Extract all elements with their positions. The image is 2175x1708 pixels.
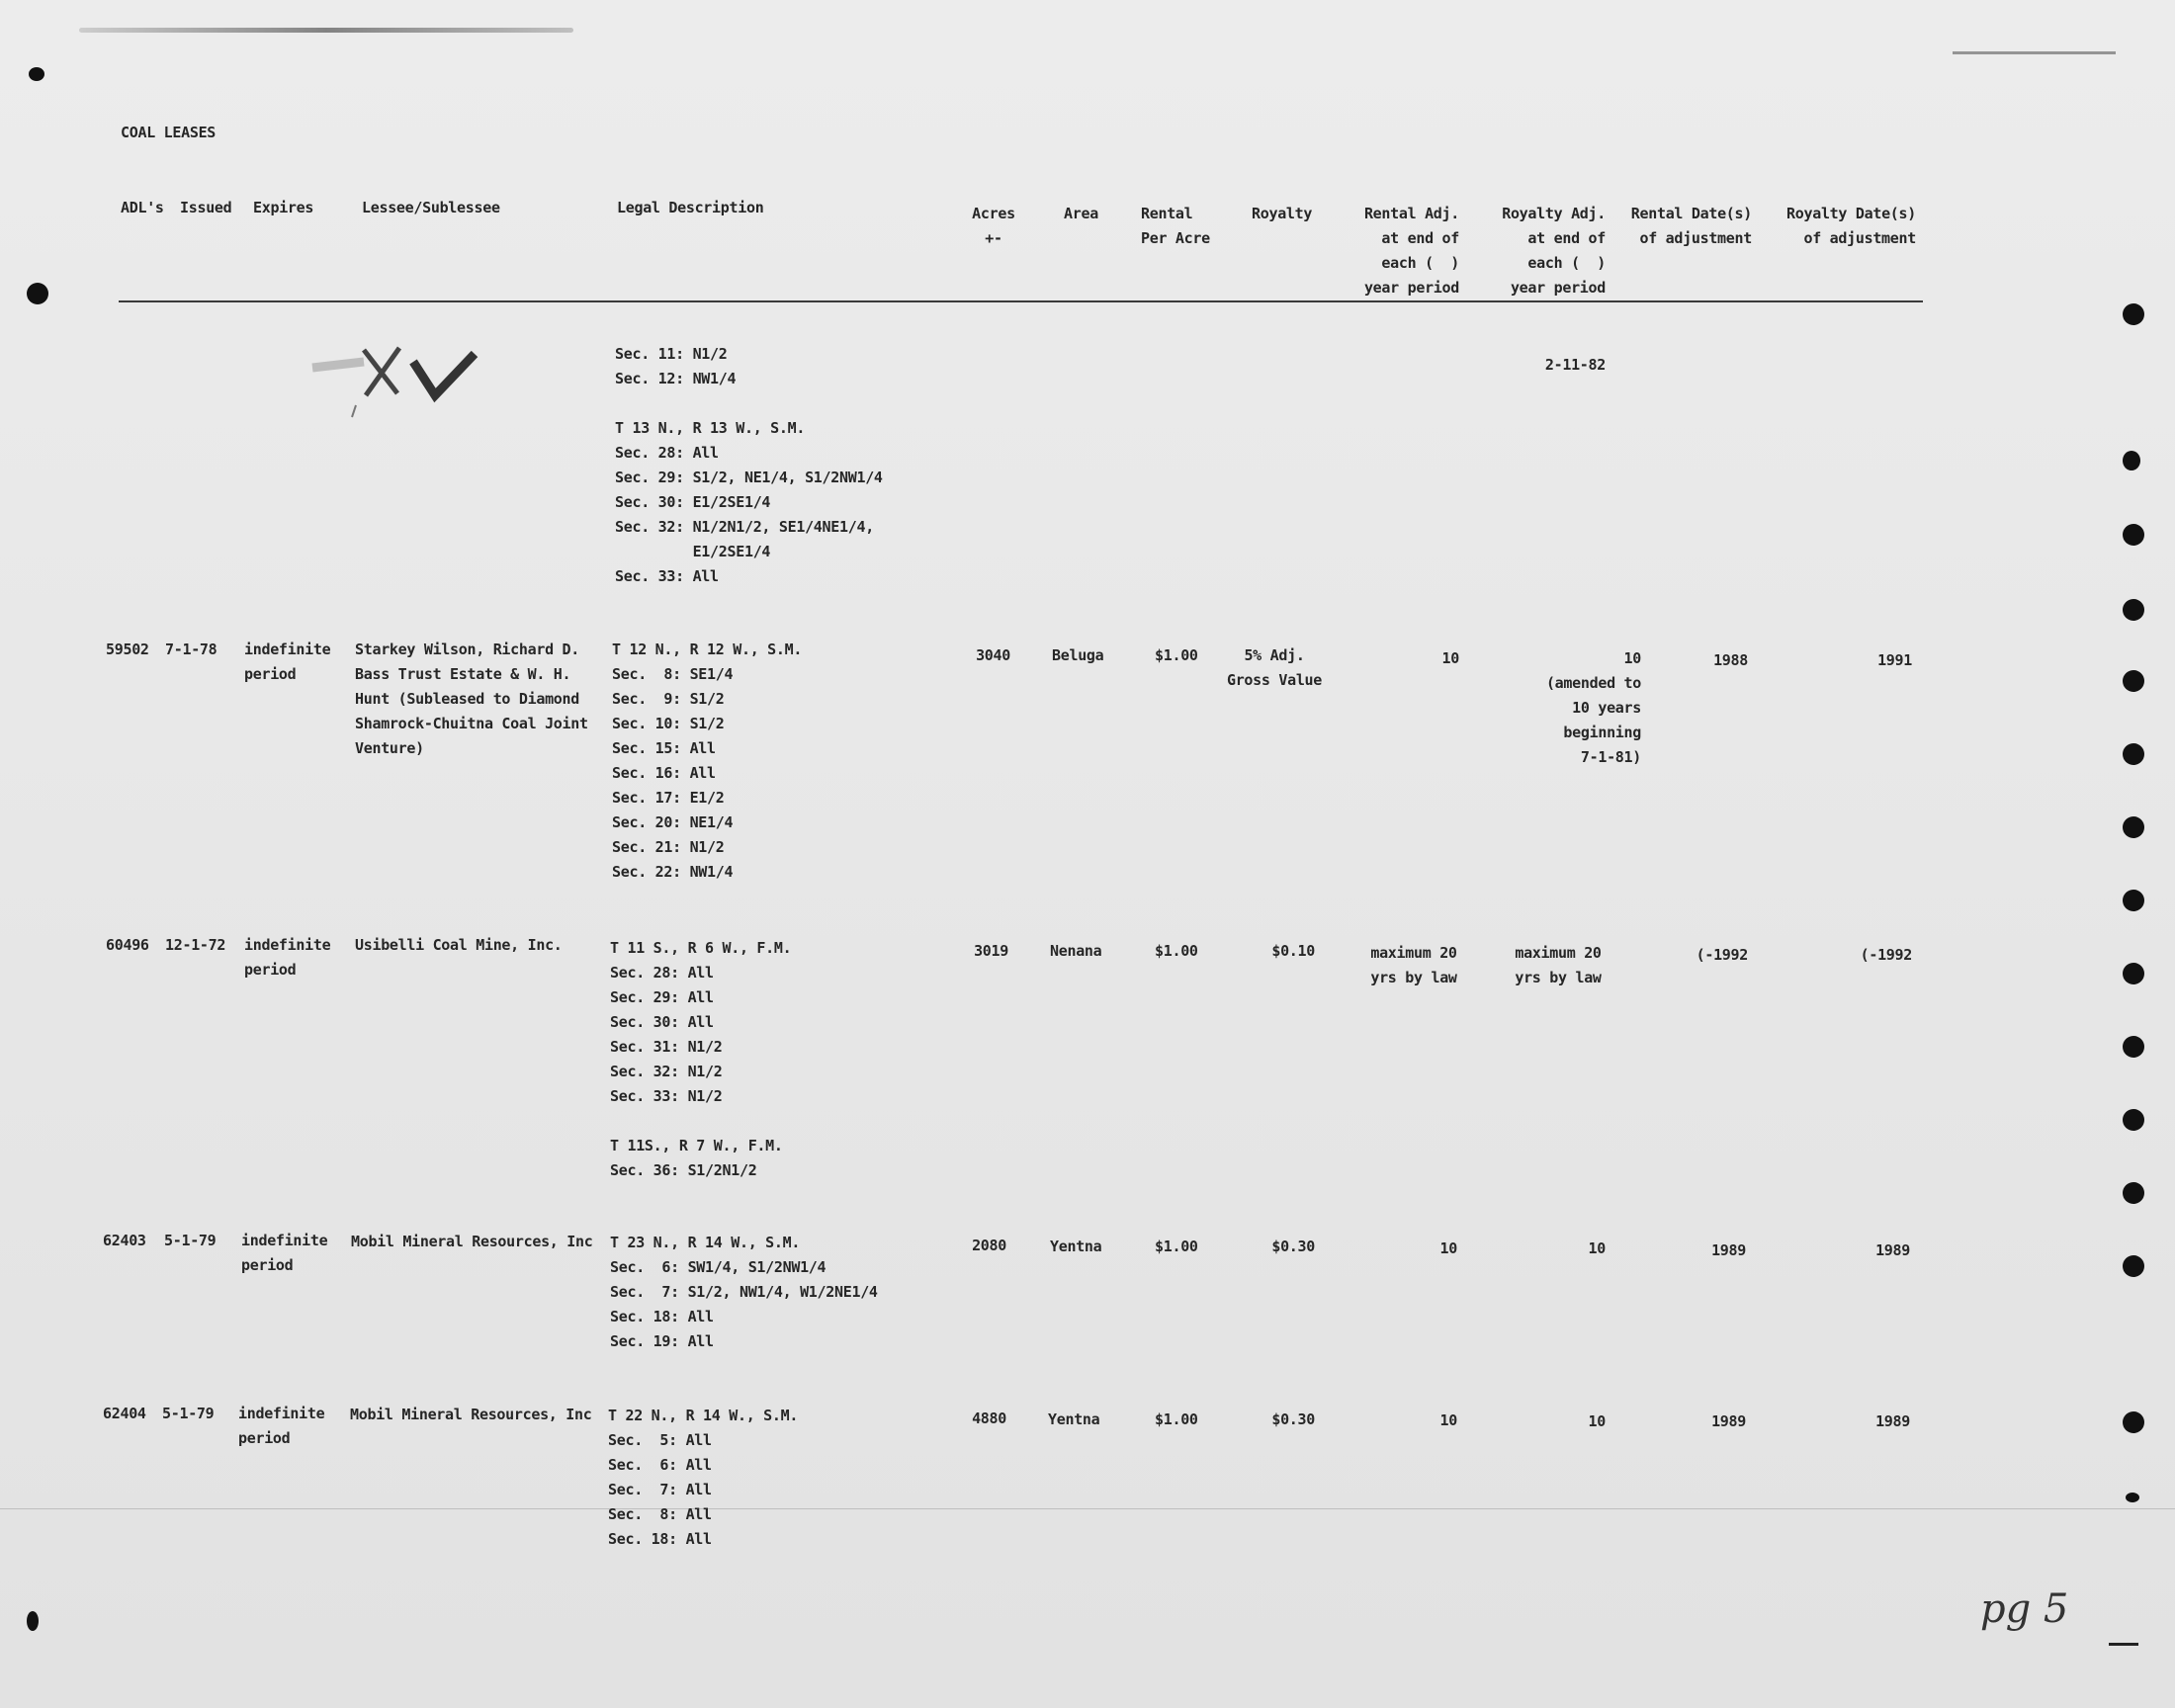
binder-hole-icon [2123, 890, 2144, 911]
lease-royalty-adj: 10 [1588, 1239, 1606, 1257]
col-header-issued: Issued [180, 199, 232, 216]
col-header-rental-adj: Rental Adj. at end of each ( ) year period [1363, 205, 1459, 297]
lease-area: Yentna [1048, 1410, 1100, 1428]
lease-adl: 62404 [103, 1405, 146, 1422]
lease-adl: 62403 [103, 1232, 146, 1249]
lease-area: Beluga [1052, 646, 1104, 664]
binder-hole-icon [2123, 599, 2144, 621]
col-header-rental: Rental Per Acre [1141, 205, 1210, 247]
lease-lessee: Usibelli Coal Mine, Inc. [355, 936, 563, 954]
binder-hole-icon [2123, 1182, 2144, 1204]
col-header-royalty-adj: Royalty Adj. at end of each ( ) year period [1502, 205, 1606, 297]
lease-expires: indefinite period [238, 1405, 325, 1447]
lease-area: Yentna [1050, 1238, 1102, 1255]
scan-smudge [79, 28, 573, 33]
lease-royalty-dates: 1989 [1875, 1412, 1910, 1430]
binder-hole-icon [2123, 963, 2144, 984]
continuation-legal: Sec. 11: N1/2 Sec. 12: NW1/4 T 13 N., R 13 W., S.M. Sec. 28: All Sec. 29: S1/2, NE1/4, S1/2NW1/4 Sec. 30: E1/2SE1/4 Sec. 32: N1/2N1/2, SE1/4NE1/4, E1/2SE1/4 Sec. 33: All [615, 345, 883, 585]
binder-hole-icon [2123, 670, 2144, 692]
lease-rental-adj: 10 [1439, 1411, 1457, 1429]
binder-hole-icon [2123, 1411, 2144, 1433]
lease-royalty-dates: 1989 [1875, 1241, 1910, 1259]
binder-hole-icon [2123, 743, 2144, 765]
binder-hole-icon [2123, 1109, 2144, 1131]
lease-issued: 5-1-79 [164, 1232, 217, 1249]
lease-royalty: 5% Adj. Gross Value [1226, 646, 1323, 689]
lease-expires: indefinite period [241, 1232, 328, 1274]
lease-lessee: Mobil Mineral Resources, Inc [350, 1406, 592, 1423]
handwritten-page-mark: pg 5 [1980, 1586, 2069, 1632]
col-header-acres: Acres +- [972, 205, 1015, 247]
col-header-lessee: Lessee/Sublessee [362, 199, 500, 216]
header-rule [119, 300, 1923, 302]
col-header-royalty-dates: Royalty Date(s) of adjustment [1786, 205, 1916, 247]
lease-rental: $1.00 [1155, 1238, 1198, 1255]
binder-hole-icon [2123, 524, 2144, 546]
lease-rental-dates: 1989 [1711, 1241, 1746, 1259]
col-header-expires: Expires [253, 199, 314, 216]
binder-hole-icon [2123, 451, 2140, 470]
lease-rental: $1.00 [1155, 646, 1198, 664]
col-header-rental-dates: Rental Date(s) of adjustment [1630, 205, 1752, 247]
lease-legal: T 12 N., R 12 W., S.M. Sec. 8: SE1/4 Sec. 9: S1/2 Sec. 10: S1/2 Sec. 15: All Sec. 16: All Sec. 17: E1/2 Sec. 20: NE1/4 Sec. 21: N1/2 Sec. 22: NW1/4 [612, 640, 803, 881]
lease-legal: T 22 N., R 14 W., S.M. Sec. 5: All Sec. 6: All Sec. 7: All Sec. 8: All Sec. 18: All [608, 1407, 799, 1548]
binder-hole-icon [2126, 1493, 2139, 1502]
lease-royalty: $0.10 [1271, 942, 1315, 960]
continuation-royalty-adj: 2-11-82 [1544, 356, 1606, 374]
lease-rental: $1.00 [1155, 942, 1198, 960]
lease-rental-adj: maximum 20 yrs by law [1370, 944, 1457, 986]
lease-lessee: Starkey Wilson, Richard D. Bass Trust Estate & W. H. Hunt (Subleased to Diamond Shamrock-Chuitna Coal Joint Venture) [355, 640, 588, 757]
lease-expires: indefinite period [244, 640, 331, 683]
page-title: COAL LEASES [121, 124, 217, 141]
binder-hole-icon [2123, 816, 2144, 838]
lease-rental-dates: (-1992 [1696, 946, 1748, 964]
lease-legal: T 11 S., R 6 W., F.M. Sec. 28: All Sec. 29: All Sec. 30: All Sec. 31: N1/2 Sec. 32: N1/2 Sec. 33: N1/2 T 11S., R 7 W., F.M. Sec. 36: S1/2N1/2 [610, 939, 792, 1179]
lease-adl: 60496 [106, 936, 149, 954]
lease-rental-dates: 1988 [1713, 651, 1748, 669]
lease-royalty-adj: maximum 20 yrs by law [1515, 944, 1602, 986]
lease-adl: 59502 [106, 640, 149, 658]
binder-hole-icon [27, 283, 48, 304]
lease-royalty-dates: (-1992 [1860, 946, 1912, 964]
binder-hole-icon [2123, 1255, 2144, 1277]
lease-legal: T 23 N., R 14 W., S.M. Sec. 6: SW1/4, S1/2NW1/4 Sec. 7: S1/2, NW1/4, W1/2NE1/4 Sec. 18: All Sec. 19: All [610, 1234, 878, 1350]
lease-acres: 2080 [972, 1237, 1006, 1254]
lease-royalty-adj: 10 [1588, 1412, 1606, 1430]
lease-royalty: $0.30 [1271, 1410, 1315, 1428]
binder-hole-icon [2123, 303, 2144, 325]
col-header-area: Area [1064, 205, 1098, 222]
scan-smudge [1953, 51, 2116, 54]
lease-issued: 12-1-72 [165, 936, 226, 954]
lease-issued: 7-1-78 [165, 640, 218, 658]
lease-acres: 3040 [976, 646, 1010, 664]
lease-royalty-dates: 1991 [1877, 651, 1912, 669]
lease-issued: 5-1-79 [162, 1405, 215, 1422]
lease-acres: 3019 [974, 942, 1008, 960]
lease-area: Nenana [1050, 942, 1102, 960]
binder-hole-icon [29, 67, 44, 81]
col-header-legal: Legal Description [617, 199, 764, 216]
lease-expires: indefinite period [244, 936, 331, 979]
margin-mark [2109, 1643, 2138, 1646]
lease-rental-adj: 10 [1441, 649, 1459, 667]
lease-rental-dates: 1989 [1711, 1412, 1746, 1430]
lease-royalty-adj: 10 (amended to 10 years beginning 7-1-81) [1545, 649, 1641, 766]
col-header-adl: ADL's [121, 199, 164, 216]
lease-rental-adj: 10 [1439, 1239, 1457, 1257]
binder-hole-icon [2123, 1036, 2144, 1058]
binder-hole-icon [27, 1611, 39, 1631]
col-header-royalty: Royalty [1252, 205, 1313, 222]
lease-acres: 4880 [972, 1409, 1006, 1427]
lease-rental: $1.00 [1155, 1410, 1198, 1428]
crossed-out-mark [306, 336, 484, 425]
lease-lessee: Mobil Mineral Resources, Inc [351, 1233, 593, 1250]
page-fold-line [0, 1508, 2175, 1509]
lease-royalty: $0.30 [1271, 1238, 1315, 1255]
